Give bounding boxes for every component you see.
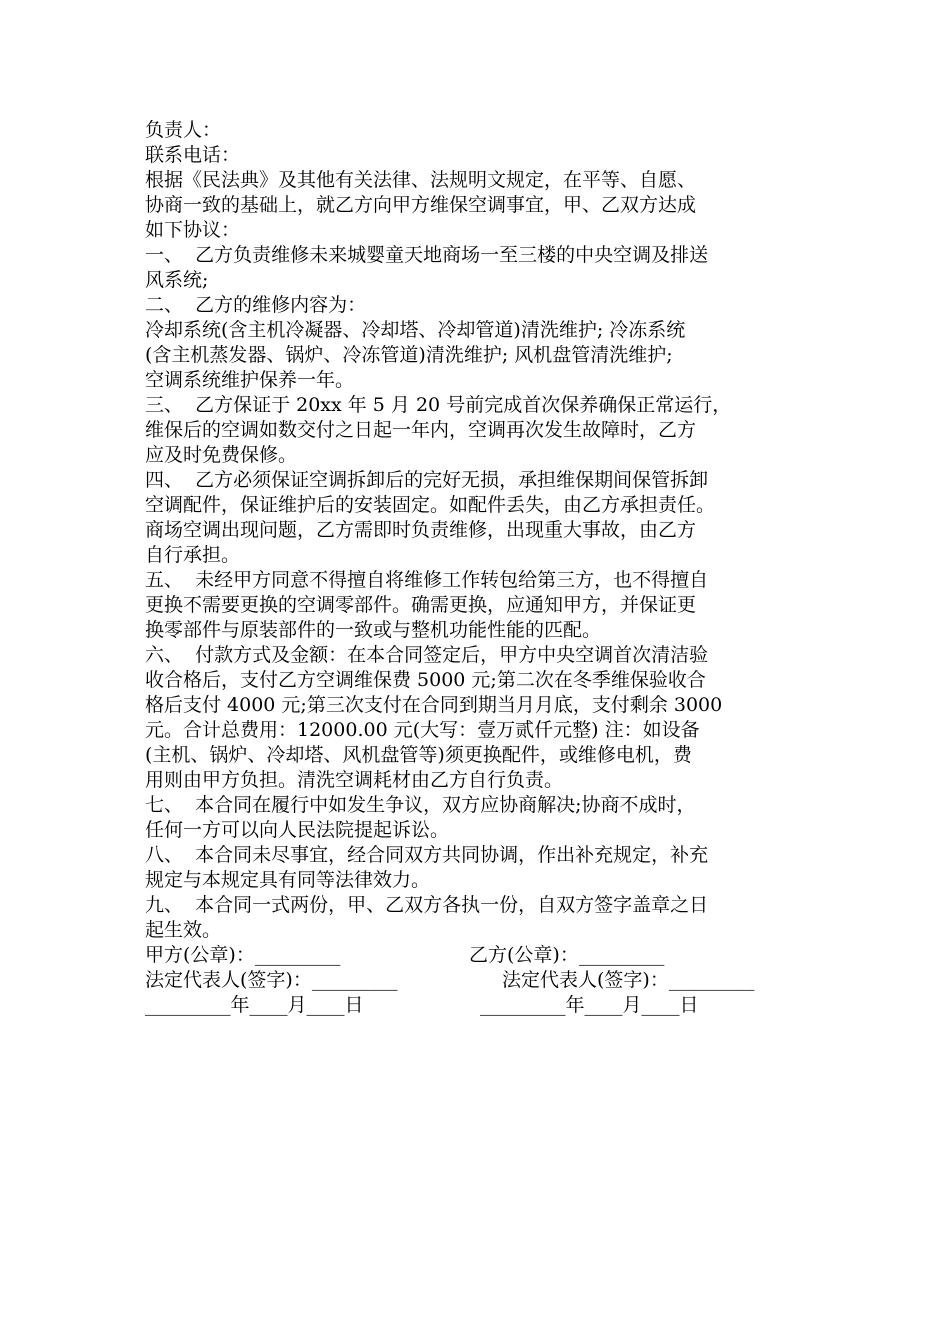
body-line: 元。合计总费用：12000.00 元(大写：壹万贰仟元整) 注：如设备 [145,719,700,741]
body-line: 商场空调出现问题，乙方需即时负责维修，出现重大事故，由乙方 [145,519,697,541]
body-line: (主机、锅炉、冷却塔、风机盘管等)须更换配件，或维修电机，费 [145,744,692,766]
contact-phone-label: 联系电话： [145,144,241,166]
body-line: (含主机蒸发器、锅炉、冷冻管道)清洗维护; 风机盘管清洗维护; [145,344,673,366]
body-line: 换零部件与原装部件的一致或与整机功能性能的匹配。 [145,619,602,641]
body-line: 规定与本规定具有同等法律效力。 [145,869,431,891]
body-line: 收合格后，支付乙方空调维保费 5000 元;第二次在冬季维保验收合 [145,669,706,691]
party-b-seal: 乙方(公章)：_________ [469,944,665,966]
body-line: 格后支付 4000 元;第三次支付在合同到期当月月底，支付剩余 3000 [145,694,723,716]
date-row [145,993,810,1018]
body-line: 起生效。 [145,919,222,941]
body-line: 更换不需要更换的空调零部件。确需更换，应通知甲方，并保证更 [145,594,697,616]
body-line: 风系统; [145,269,209,291]
body-line: 根据《民法典》及其他有关法律、法规明文规定，在平等、自愿、 [145,169,697,191]
body-line: 空调配件，保证维护后的安装固定。如配件丢失，由乙方承担责任。 [145,494,716,516]
party-a-representative: 法定代表人(签字)：_________ [145,969,398,991]
body-line: 维保后的空调如数交付之日起一年内，空调再次发生故障时，乙方 [145,419,697,441]
clause-9: 九、 本合同一式两份，甲、乙双方各执一份，自双方签字盖章之日 [145,894,709,916]
clause-6: 六、 付款方式及金额：在本合同签定后，甲方中央空调首次清洁验 [145,644,709,666]
responsible-person-label: 负责人： [145,119,222,141]
body-line: 自行承担。 [145,544,241,566]
clause-4: 四、 乙方必须保证空调拆卸后的完好无损，承担维保期间保管拆卸 [145,469,709,491]
clause-3: 三、 乙方保证于 20xx 年 5 月 20 号前完成首次保养确保正常运行， [145,394,732,416]
clause-2: 二、 乙方的维修内容为： [145,294,367,316]
contract-document [145,118,810,1018]
party-a-seal: 甲方(公章)：_________ [145,944,341,966]
clause-8: 八、 本合同未尽事宜，经合同双方共同协调，作出补充规定，补充 [145,844,709,866]
body-line: 空调系统维护保养一年。 [145,369,355,391]
party-b-date: _________年____月____日 [480,994,699,1016]
clause-1: 一、 乙方负责维修未来城婴童天地商场一至三楼的中央空调及排送 [145,244,709,266]
body-line: 任何一方可以向人民法院提起诉讼。 [145,819,450,841]
body-line: 协商一致的基础上，就乙方向甲方维保空调事宜，甲、乙双方达成 [145,194,697,216]
party-a-date: _________年____月____日 [145,994,364,1016]
party-b-representative: 法定代表人(签字)：_________ [502,969,755,991]
representative-row [145,968,810,993]
body-line: 应及时免费保修。 [145,444,298,466]
body-line: 冷却系统(含主机冷凝器、冷却塔、冷却管道)清洗维护; 冷冻系统 [145,319,686,341]
body-line: 用则由甲方负担。清洗空调耗材由乙方自行负责。 [145,769,564,791]
body-line: 如下协议： [145,219,241,241]
clause-5: 五、 未经甲方同意不得擅自将维修工作转包给第三方，也不得擅自 [145,569,709,591]
seal-row [145,943,810,968]
clause-7: 七、 本合同在履行中如发生争议，双方应协商解决;协商不成时， [145,794,696,816]
